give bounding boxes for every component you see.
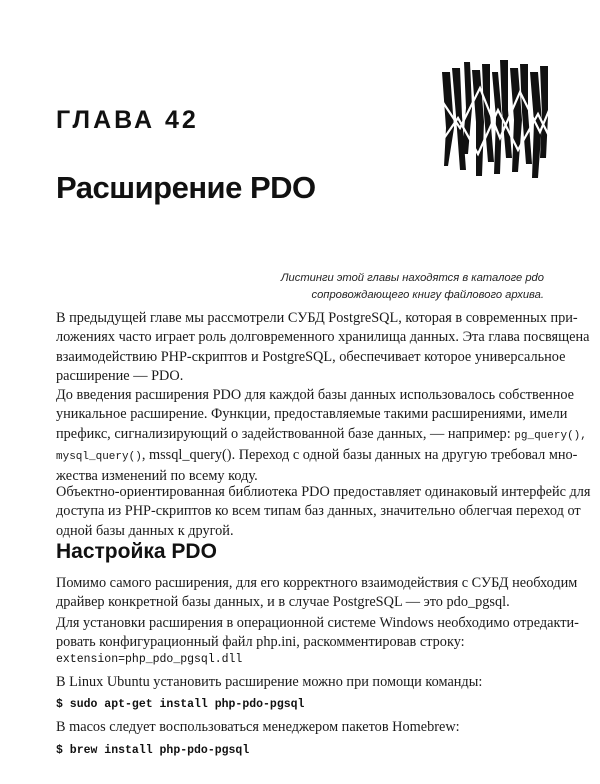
text-segment: префикс, сигнализирующий о задействованной базе данных, — например:	[56, 425, 511, 442]
text-line: жества изменений по всему коду.	[56, 468, 258, 485]
text-line: ровать конфигурационный файл php.ini, раскомментировав строку:	[56, 634, 465, 651]
text-line: Для установки расширения в операционной системе Windows необходимо отредакти-	[56, 615, 579, 631]
paragraph-ubuntu	[56, 673, 546, 692]
paragraph-oop	[56, 483, 591, 541]
inline-code-mysql-query: mysql_query()	[56, 450, 142, 463]
text-line-with-code	[56, 446, 578, 467]
text-line: одной базы данных к другой.	[56, 522, 234, 539]
inline-code-pg-query: pg_query(),	[514, 429, 587, 442]
text-line: Помимо самого расширения, для его корректного взаимодействия с СУБД необходим	[56, 575, 578, 591]
text-line-with-code	[56, 425, 587, 446]
text-line: расширение — PDO.	[56, 367, 184, 384]
text-line: В предыдущей главе мы рассмотрели СУБД PostgreSQL, которая в современных при-	[56, 310, 578, 326]
code-apt-get-command: $ sudo apt-get install php-pdo-pgsql	[56, 698, 305, 711]
note-line: сопровождающего книгу файлового архива.	[311, 289, 544, 301]
code-extension-line: extension=php_pdo_pgsql.dll	[56, 653, 243, 666]
code-brew-command: $ brew install php-pdo-pgsql	[56, 744, 250, 757]
note-line: Листинги этой главы находятся в каталоге pdo	[280, 272, 544, 284]
text-line: доступа из PHP-скриптов ко всем типам баз данных, значительно облегчая переход от	[56, 503, 581, 520]
text-line: ложениях часто играет роль долговременного хранилища данных. Эта глава посвящена	[56, 329, 590, 346]
text-segment: , mssql_query(). Переход с одной базы данных на другую требовал мно-	[141, 446, 578, 463]
paragraph-history	[56, 386, 587, 486]
chapter-ornament-logo	[440, 58, 550, 180]
text-line: До введения расширения PDO для каждой базы данных использовалось собственное	[56, 387, 575, 403]
text-line: В macos следует воспользоваться менеджером пакетов Homebrew:	[56, 719, 460, 735]
chapter-title: Расширение PDO	[56, 170, 316, 205]
paragraph-intro	[56, 309, 590, 386]
text-line: уникальное расширение. Функции, предоставляемые такими расширениями, имели	[56, 406, 568, 423]
section-title: Настройка PDO	[56, 540, 217, 563]
paragraph-windows	[56, 614, 579, 653]
paragraph-macos	[56, 718, 546, 737]
paragraph-driver	[56, 574, 578, 613]
listing-note	[184, 270, 544, 304]
text-line: Объектно-ориентированная библиотека PDO предоставляет одинаковый интерфейс для	[56, 484, 591, 500]
text-line: В Linux Ubuntu установить расширение можно при помощи команды:	[56, 674, 483, 690]
text-line: взаимодействию PHP-скриптов и PostgreSQL, обеспечивает которое универсальное	[56, 348, 566, 365]
chapter-label: ГЛАВА 42	[56, 106, 199, 134]
text-line: драйвер конкретной базы данных, и в случае PostgreSQL — это pdo_pgsql.	[56, 594, 510, 611]
